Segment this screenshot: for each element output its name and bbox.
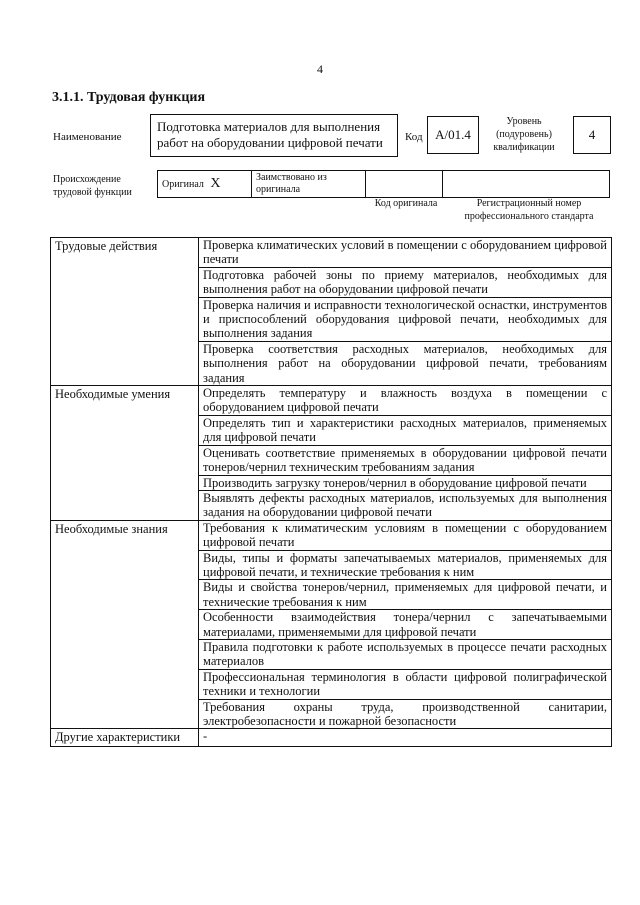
code-original-cell <box>366 171 443 198</box>
original-mark: Х <box>210 175 221 191</box>
original-cell <box>158 171 252 198</box>
function-name-box: Подготовка материалов для выполнения работ на оборудовании цифровой печати <box>150 114 398 157</box>
level-label: Уровень (подуровень) квалификации <box>493 116 555 153</box>
section-item: Определять тип и характеристики расходных материалов, применяемых для цифровой печати <box>199 415 612 445</box>
section-item: Производить загрузку тонеров/чернил в оборудование цифровой печати <box>199 475 612 490</box>
section-label: Другие характеристики <box>51 729 199 747</box>
reg-number-caption: Регистрационный номер профессионального стандарта <box>464 198 594 222</box>
section-item: Требования к климатическим условиям в помещении с оборудованием цифровой печати <box>199 520 612 550</box>
section-item: Виды и свойства тонеров/чернил, применяемых для цифровой печати, и технические требования к ним <box>199 580 612 610</box>
function-code-box: А/01.4 <box>427 116 479 154</box>
name-label: Наименование <box>53 131 122 143</box>
section-item: Проверка климатических условий в помещении с оборудованием цифровой печати <box>199 238 612 268</box>
qualification-level-box: 4 <box>573 116 611 154</box>
section-item: Особенности взаимодействия тонера/чернил с запечатываемыми материалами, применяемыми для цифровой печати <box>199 610 612 640</box>
table-row <box>51 238 612 268</box>
reg-number-cell <box>443 171 610 198</box>
section-item: - <box>199 729 612 747</box>
code-original-caption: Код оригинала <box>374 198 438 209</box>
table-row <box>51 386 612 416</box>
origin-label: Происхождение трудовой функции <box>53 174 132 198</box>
section-item: Подготовка рабочей зоны по приему материалов, необходимых для выполнения работ на оборудовании цифровой печати <box>199 267 612 297</box>
function-table <box>50 237 612 747</box>
section-item: Проверка соответствия расходных материалов, необходимых для выполнения работ на оборудовании цифровой печати, требованиям задания <box>199 341 612 385</box>
section-label: Необходимые умения <box>51 386 199 521</box>
section-label: Необходимые знания <box>51 520 199 729</box>
section-label: Трудовые действия <box>51 238 199 386</box>
table-row <box>51 520 612 550</box>
section-item: Выявлять дефекты расходных материалов, используемых для выполнения задания на оборудовании цифровой печати <box>199 490 612 520</box>
section-item: Оценивать соответствие применяемых в оборудовании цифровой печати тонеров/чернил техническим требованиям задания <box>199 445 612 475</box>
borrowed-cell: Заимствовано из оригинала <box>252 171 366 198</box>
section-item: Требования охраны труда, производственной санитарии, электробезопасности и пожарной безопасности <box>199 699 612 729</box>
section-item: Правила подготовки к работе используемых в процессе печати расходных материалов <box>199 639 612 669</box>
section-item: Определять температуру и влажность воздуха в помещении с оборудованием цифровой печати <box>199 386 612 416</box>
section-item: Профессиональная терминология в области цифровой полиграфической техники и технологии <box>199 669 612 699</box>
page-number: 4 <box>317 62 323 76</box>
original-label: Оригинал <box>162 178 204 190</box>
section-item: Виды, типы и форматы запечатываемых материалов, применяемых для цифровой печати, и технические требования к ним <box>199 550 612 580</box>
section-title: 3.1.1. Трудовая функция <box>52 90 206 105</box>
table-row <box>51 729 612 747</box>
section-item: Проверка наличия и исправности технологической оснастки, инструментов и приспособлений оборудования цифровой печати, необходимых для выполнения задания <box>199 297 612 341</box>
code-label: Код <box>405 131 423 143</box>
origin-table <box>157 170 610 198</box>
